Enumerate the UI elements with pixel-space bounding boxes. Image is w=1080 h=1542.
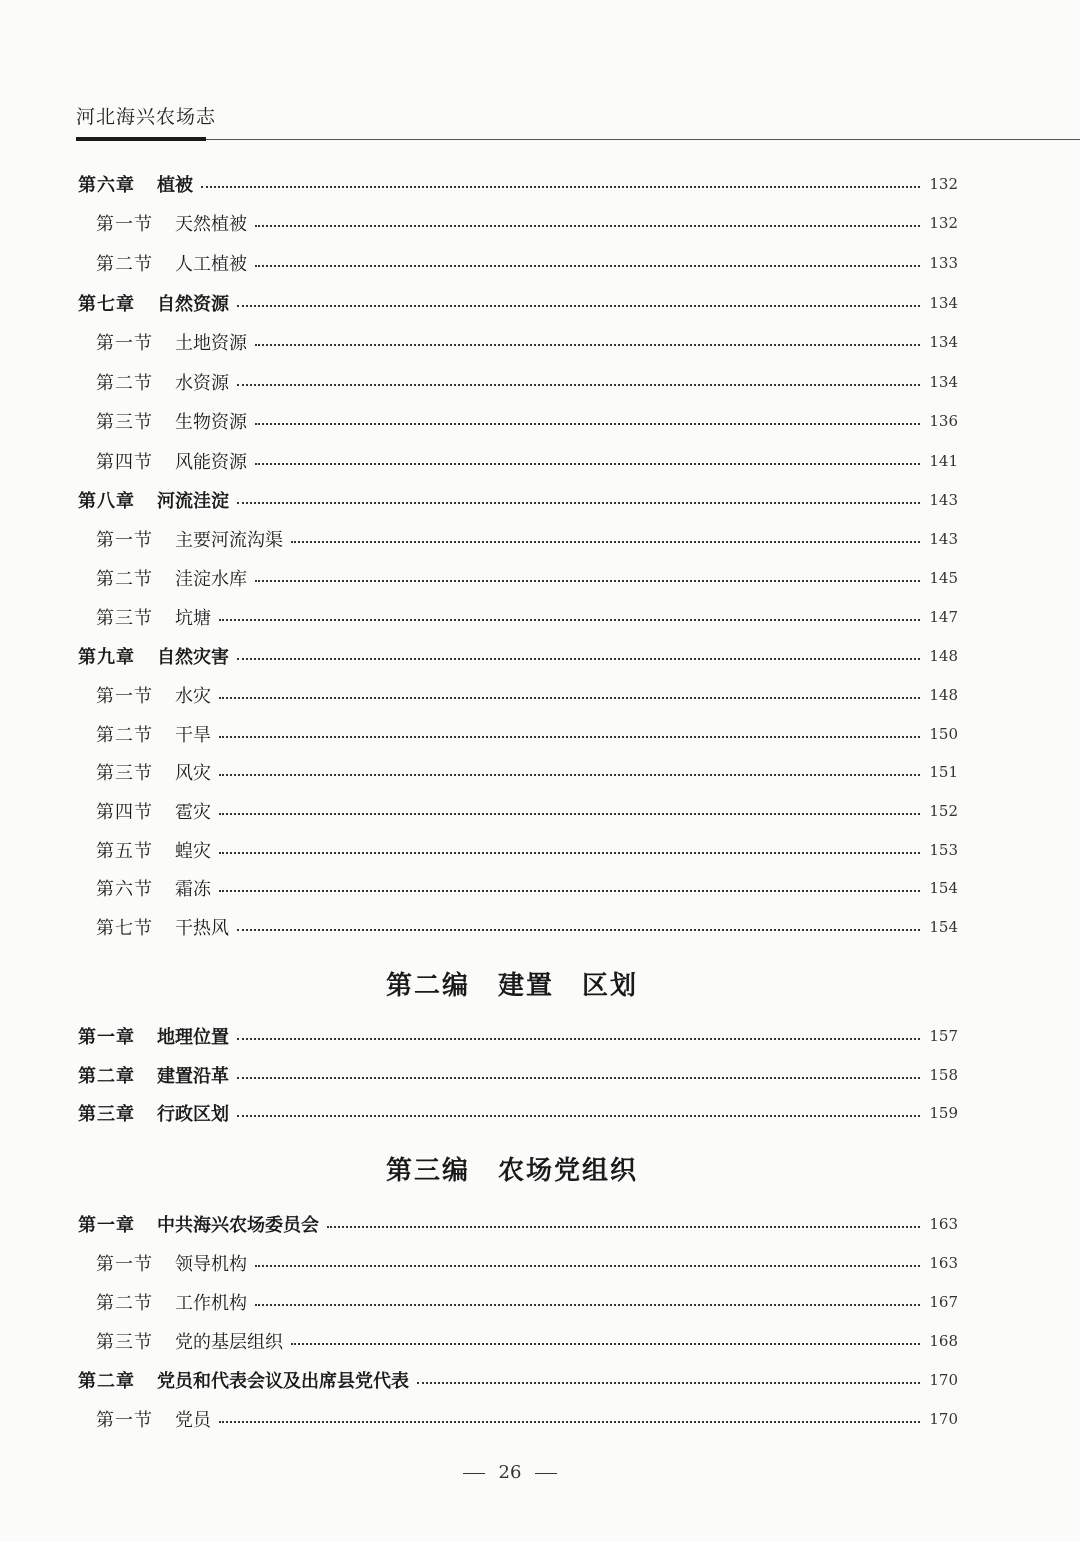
toc-entry-page: 151	[929, 763, 958, 781]
toc-entry-number: 第四节	[96, 802, 153, 823]
toc-section-row[interactable]	[96, 796, 958, 826]
toc-entry-page: 163	[929, 1254, 958, 1272]
toc-section-row[interactable]	[96, 327, 958, 357]
toc-entry-page: 158	[929, 1066, 958, 1084]
toc-entry-page: 134	[929, 294, 958, 312]
toc-entry-page: 150	[929, 725, 958, 743]
toc-entry-page: 148	[929, 647, 958, 665]
toc-entry-title: 洼淀水库	[175, 569, 247, 590]
toc-chapter-row[interactable]	[78, 1209, 958, 1239]
toc-entry-number: 第二节	[96, 1293, 153, 1314]
dot-leader	[219, 1421, 920, 1423]
toc-chapter-row[interactable]	[78, 1365, 958, 1395]
toc-entry-title: 党的基层组织	[175, 1332, 283, 1353]
toc-entry-page: 143	[929, 491, 958, 509]
toc-section-row[interactable]	[96, 367, 958, 397]
toc-section-row[interactable]	[96, 757, 958, 787]
dot-leader	[237, 305, 920, 307]
part-heading	[0, 1150, 1024, 1187]
part-heading	[0, 965, 1024, 1002]
toc-entry-number: 第八章	[78, 491, 135, 512]
toc-entry-page: 134	[929, 373, 958, 391]
toc-section-row[interactable]	[96, 912, 958, 942]
toc-chapter-row[interactable]	[78, 1021, 958, 1051]
dot-leader	[201, 186, 920, 188]
toc-chapter-row[interactable]	[78, 288, 958, 318]
toc-entry-title: 地理位置	[157, 1027, 229, 1048]
dot-leader	[255, 463, 920, 465]
toc-entry-title: 自然灾害	[157, 647, 229, 668]
toc-entry-title: 蝗灾	[175, 841, 211, 862]
toc-entry-number: 第一章	[78, 1027, 135, 1048]
toc-entry-title: 党员	[175, 1410, 211, 1431]
dot-leader	[255, 1265, 920, 1267]
toc-entry-title: 土地资源	[175, 333, 247, 354]
dot-leader	[237, 384, 920, 386]
toc-entry-page: 159	[929, 1104, 958, 1122]
dot-leader	[237, 658, 920, 660]
toc-entry-title: 人工植被	[175, 254, 247, 275]
toc-entry-title: 行政区划	[157, 1104, 229, 1125]
toc-entry-number: 第二节	[96, 569, 153, 590]
toc-section-row[interactable]	[96, 719, 958, 749]
toc-entry-page: 148	[929, 686, 958, 704]
toc-entry-page: 132	[929, 214, 958, 232]
toc-entry-title: 工作机构	[175, 1293, 247, 1314]
toc-entry-page: 154	[929, 918, 958, 936]
dot-leader	[219, 852, 920, 854]
toc-entry-page: 147	[929, 608, 958, 626]
toc-entry-page: 132	[929, 175, 958, 193]
dot-leader	[255, 580, 920, 582]
toc-entry-number: 第九章	[78, 647, 135, 668]
toc-entry-title: 领导机构	[175, 1254, 247, 1275]
toc-entry-page: 136	[929, 412, 958, 430]
dot-leader	[255, 265, 920, 267]
toc-entry-number: 第二章	[78, 1066, 135, 1087]
toc-chapter-row[interactable]	[78, 1060, 958, 1090]
toc-entry-title: 生物资源	[175, 412, 247, 433]
toc-section-row[interactable]	[96, 680, 958, 710]
toc-entry-title: 水灾	[175, 686, 211, 707]
toc-entry-number: 第三节	[96, 1332, 153, 1353]
toc-entry-page: 157	[929, 1027, 958, 1045]
toc-entry-title: 建置沿革	[157, 1066, 229, 1087]
dot-leader	[255, 344, 920, 346]
dot-leader	[219, 619, 920, 621]
dot-leader	[237, 929, 920, 931]
toc-section-row[interactable]	[96, 1326, 958, 1356]
toc-entry-page: 152	[929, 802, 958, 820]
toc-entry-number: 第二节	[96, 725, 153, 746]
dot-leader	[291, 1343, 920, 1345]
folio-dash-left	[463, 1473, 485, 1474]
toc-section-row[interactable]	[96, 602, 958, 632]
toc-entry-title: 风能资源	[175, 452, 247, 473]
toc-entry-number: 第二章	[78, 1371, 135, 1392]
toc-entry-title: 干旱	[175, 725, 211, 746]
toc-entry-number: 第一节	[96, 686, 153, 707]
toc-section-row[interactable]	[96, 1287, 958, 1317]
toc-entry-number: 第五节	[96, 841, 153, 862]
dot-leader	[219, 736, 920, 738]
toc-entry-title: 坑塘	[175, 608, 211, 629]
toc-entry-number: 第一节	[96, 1410, 153, 1431]
toc-entry-title: 自然资源	[157, 294, 229, 315]
toc-entry-title: 霜冻	[175, 879, 211, 900]
running-head: 河北海兴农场志	[76, 106, 217, 128]
toc-entry-number: 第一节	[96, 214, 153, 235]
dot-leader	[327, 1226, 920, 1228]
toc-entry-number: 第四节	[96, 452, 153, 473]
toc-entry-page: 170	[929, 1410, 958, 1428]
folio-dash-right	[535, 1473, 557, 1474]
toc-entry-title: 干热风	[175, 918, 229, 939]
part-number: 第二编	[385, 971, 470, 1001]
toc-entry-number: 第一节	[96, 1254, 153, 1275]
toc-chapter-row[interactable]	[78, 641, 958, 671]
toc-entry-title: 中共海兴农场委员会	[157, 1215, 319, 1236]
page-number: 26	[498, 1462, 522, 1483]
toc-entry-title: 植被	[157, 175, 193, 196]
toc-entry-number: 第三节	[96, 412, 153, 433]
toc-entry-title: 主要河流沟渠	[175, 530, 283, 551]
toc-entry-title: 河流洼淀	[157, 491, 229, 512]
dot-leader	[219, 774, 920, 776]
dot-leader	[219, 697, 920, 699]
toc-entry-number: 第二节	[96, 373, 153, 394]
toc-section-row[interactable]	[96, 208, 958, 238]
toc-section-row[interactable]	[96, 1248, 958, 1278]
toc-entry-number: 第六章	[78, 175, 135, 196]
toc-section-row[interactable]	[96, 563, 958, 593]
toc-entry-number: 第二节	[96, 254, 153, 275]
toc-entry-page: 153	[929, 841, 958, 859]
toc-section-row[interactable]	[96, 835, 958, 865]
toc-chapter-row[interactable]	[78, 169, 958, 199]
toc-entry-page: 163	[929, 1215, 958, 1233]
toc-entry-title: 风灾	[175, 763, 211, 784]
toc-section-row[interactable]	[96, 446, 958, 476]
toc-entry-number: 第三节	[96, 608, 153, 629]
part-number: 第三编	[385, 1156, 470, 1186]
toc-entry-title: 雹灾	[175, 802, 211, 823]
toc-entry-number: 第一章	[78, 1215, 135, 1236]
toc-entry-number: 第三节	[96, 763, 153, 784]
toc-entry-title: 党员和代表会议及出席县党代表	[157, 1371, 409, 1392]
toc-entry-title: 水资源	[175, 373, 229, 394]
toc-section-row[interactable]	[96, 406, 958, 436]
toc-entry-number: 第六节	[96, 879, 153, 900]
dot-leader	[255, 423, 920, 425]
dot-leader	[219, 890, 920, 892]
toc-chapter-row[interactable]	[78, 1098, 958, 1128]
toc-section-row[interactable]	[96, 873, 958, 903]
header-rule-thick	[76, 137, 206, 141]
toc-section-row[interactable]	[96, 1404, 958, 1434]
toc-entry-number: 第三章	[78, 1104, 135, 1125]
toc-entry-number: 第一节	[96, 333, 153, 354]
dot-leader	[237, 1038, 920, 1040]
toc-entry-number: 第一节	[96, 530, 153, 551]
toc-section-row[interactable]	[96, 248, 958, 278]
dot-leader	[417, 1382, 920, 1384]
toc-entry-page: 134	[929, 333, 958, 351]
dot-leader	[255, 225, 920, 227]
toc-chapter-row[interactable]	[78, 485, 958, 515]
toc-entry-number: 第七节	[96, 918, 153, 939]
toc-entry-page: 154	[929, 879, 958, 897]
toc-entry-page: 145	[929, 569, 958, 587]
dot-leader	[237, 1077, 920, 1079]
part-title: 建置 区划	[498, 971, 639, 1001]
toc-entry-number: 第七章	[78, 294, 135, 315]
toc-entry-page: 170	[929, 1371, 958, 1389]
toc-section-row[interactable]	[96, 524, 958, 554]
toc-entry-title: 天然植被	[175, 214, 247, 235]
toc-entry-page: 167	[929, 1293, 958, 1311]
part-title: 农场党组织	[498, 1156, 639, 1186]
toc-entry-page: 143	[929, 530, 958, 548]
dot-leader	[291, 541, 920, 543]
toc-entry-page: 141	[929, 452, 958, 470]
dot-leader	[237, 502, 920, 504]
dot-leader	[219, 813, 920, 815]
dot-leader	[237, 1115, 920, 1117]
toc-entry-page: 133	[929, 254, 958, 272]
header-rule-thin	[206, 139, 1080, 140]
toc-entry-page: 168	[929, 1332, 958, 1350]
page-folio	[0, 1462, 1020, 1483]
dot-leader	[255, 1304, 920, 1306]
